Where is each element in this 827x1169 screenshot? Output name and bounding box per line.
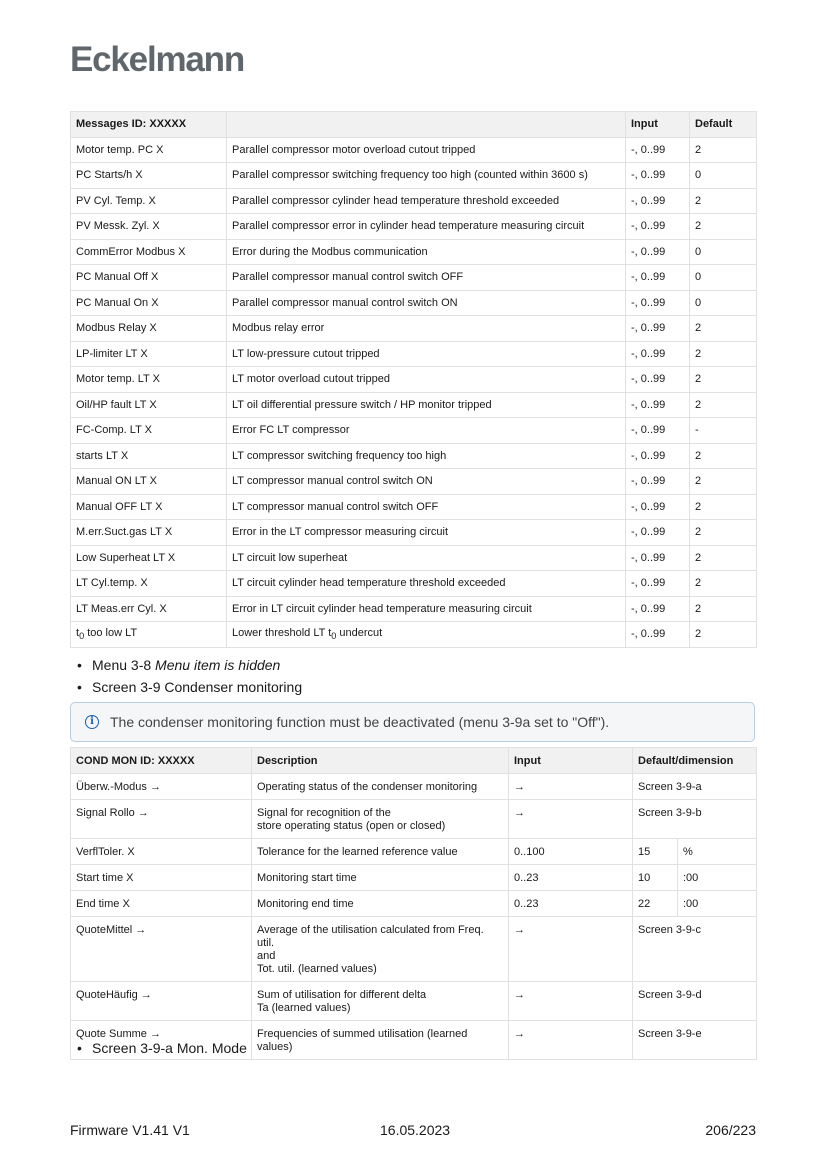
table-cell: 2: [690, 622, 757, 648]
table-cell: [252, 800, 509, 839]
table-cell: Signal Rollo →: [71, 800, 252, 839]
table-cell: -, 0..99: [626, 622, 690, 648]
table-cell: 0..100: [509, 839, 633, 865]
table-cell: -, 0..99: [626, 239, 690, 265]
table-cell: Manual OFF LT X: [71, 494, 227, 520]
cell-text: undercut: [336, 627, 383, 640]
table-cell: 2: [690, 316, 757, 342]
table-cell: 2: [690, 214, 757, 240]
table-cell: -, 0..99: [626, 316, 690, 342]
table-cell: 0..23: [509, 865, 633, 891]
table-cell: 2: [690, 367, 757, 393]
table-cell: Parallel compressor motor overload cutout tripped: [227, 137, 626, 163]
table-cell: -, 0..99: [626, 443, 690, 469]
table-cell: LT low-pressure cutout tripped: [227, 341, 626, 367]
table-row: [71, 596, 757, 622]
table-cell: -, 0..99: [626, 571, 690, 597]
cell-line: Ta (learned values): [257, 1002, 351, 1014]
column-header: Input: [509, 748, 633, 774]
list-item-text: Menu 3-8: [92, 657, 156, 673]
table-row: [71, 865, 757, 891]
table-cell: 2: [690, 596, 757, 622]
table-row: [71, 891, 757, 917]
table-cell: %: [678, 839, 757, 865]
table-row: [71, 214, 757, 240]
table-row: [71, 520, 757, 546]
table-cell: Parallel compressor manual control switch OFF: [227, 265, 626, 291]
table-cell: PC Starts/h X: [71, 163, 227, 189]
table-cell: LT circuit cylinder head temperature threshold exceeded: [227, 571, 626, 597]
table-cell: 0: [690, 239, 757, 265]
info-note: [70, 702, 755, 742]
table-cell: LP-limiter LT X: [71, 341, 227, 367]
cell-line: and: [257, 950, 276, 962]
table-row: [71, 239, 757, 265]
column-header: [227, 112, 626, 138]
table-cell: Screen 3-9-b: [633, 800, 757, 839]
table-cell: Monitoring start time: [252, 865, 509, 891]
table-cell: Parallel compressor switching frequency too high (counted within 3600 s): [227, 163, 626, 189]
table-cell: LT circuit low superheat: [227, 545, 626, 571]
table-cell: Monitoring end time: [252, 891, 509, 917]
table-row: [71, 571, 757, 597]
table-cell: LT compressor switching frequency too high: [227, 443, 626, 469]
column-header: Messages ID: XXXXX: [71, 112, 227, 138]
table-cell: LT oil differential pressure switch / HP monitor tripped: [227, 392, 626, 418]
list-item: [77, 676, 302, 698]
table-cell: -, 0..99: [626, 469, 690, 495]
list-item-text: Screen 3-9-a Mon. Mode: [92, 1040, 247, 1056]
messages-table-body: [71, 137, 757, 622]
table-cell: -, 0..99: [626, 290, 690, 316]
column-header: Description: [252, 748, 509, 774]
table-row: [71, 316, 757, 342]
table-cell: →: [509, 800, 633, 839]
table-cell: PC Manual Off X: [71, 265, 227, 291]
table-row: [71, 622, 757, 648]
table-cell: -, 0..99: [626, 137, 690, 163]
table-cell: 2: [690, 469, 757, 495]
table-row: [71, 188, 757, 214]
table-cell: →: [509, 1021, 633, 1060]
table-cell: →: [509, 917, 633, 982]
table-header-row: [71, 112, 757, 138]
table-cell: Error in LT circuit cylinder head temperature measuring circuit: [227, 596, 626, 622]
table-row: [71, 800, 757, 839]
table-cell: starts LT X: [71, 443, 227, 469]
column-header: Default/dimension: [633, 748, 757, 774]
table-cell: 2: [690, 520, 757, 546]
list-item-text: Screen 3-9 Condenser monitoring: [92, 679, 303, 695]
table-cell: LT Meas.err Cyl. X: [71, 596, 227, 622]
cell-text: t: [76, 627, 80, 640]
table-cell: [252, 917, 509, 982]
table-cell: 2: [690, 137, 757, 163]
table-cell: End time X: [71, 891, 252, 917]
table-cell: 2: [690, 188, 757, 214]
table-cell: Frequencies of summed utilisation (learned values): [252, 1021, 509, 1060]
table-cell: -, 0..99: [626, 214, 690, 240]
table-cell: →: [509, 982, 633, 1021]
table-cell: 2: [690, 341, 757, 367]
footer-date: 16.05.2023: [380, 1122, 451, 1138]
table-cell: LT compressor manual control switch ON: [227, 469, 626, 495]
column-header: Input: [626, 112, 690, 138]
table-cell: Screen 3-9-e: [633, 1021, 757, 1060]
table-cell: [252, 982, 509, 1021]
table-cell: -, 0..99: [626, 520, 690, 546]
table-row: [71, 367, 757, 393]
list-item-italic: Menu item is hidden: [155, 657, 281, 673]
table-row: [71, 917, 757, 982]
note-text: The condenser monitoring function must be deactivated (menu 3-9a set to "Off").: [110, 714, 610, 730]
messages-table: [70, 111, 757, 648]
table-row: [71, 839, 757, 865]
table-cell: Parallel compressor error in cylinder head temperature measuring circuit: [227, 214, 626, 240]
table-cell: 0..23: [509, 891, 633, 917]
table-row: [71, 545, 757, 571]
bullet-list: [77, 654, 302, 698]
eckelmann-logo: Eckelmann: [70, 40, 245, 79]
table-cell: Screen 3-9-d: [633, 982, 757, 1021]
table-cell: Motor temp. LT X: [71, 367, 227, 393]
table-cell: 0: [690, 163, 757, 189]
table-row: [71, 418, 757, 444]
table-row: [71, 163, 757, 189]
table-cell: FC-Comp. LT X: [71, 418, 227, 444]
table-cell: :00: [678, 865, 757, 891]
table-row: [71, 982, 757, 1021]
footer-firmware: Firmware V1.41 V1: [70, 1122, 190, 1138]
table-row: [71, 774, 757, 800]
table-cell: LT compressor manual control switch OFF: [227, 494, 626, 520]
table-cell: Modbus relay error: [227, 316, 626, 342]
list-item: [77, 1037, 247, 1059]
table-cell: Tolerance for the learned reference value: [252, 839, 509, 865]
table-cell: -, 0..99: [626, 596, 690, 622]
table-cell: PC Manual On X: [71, 290, 227, 316]
table-cell: QuoteHäufig →: [71, 982, 252, 1021]
table-cell: Motor temp. PC X: [71, 137, 227, 163]
table-cell: Screen 3-9-a: [633, 774, 757, 800]
table-cell: CommError Modbus X: [71, 239, 227, 265]
table-cell: Oil/HP fault LT X: [71, 392, 227, 418]
table-cell: Quote Summe →: [71, 1021, 252, 1060]
info-icon: i: [85, 715, 99, 729]
table-cell: -, 0..99: [626, 494, 690, 520]
table-cell: 10: [633, 865, 678, 891]
table-cell: 22: [633, 891, 678, 917]
cell-text: too low LT: [84, 627, 138, 640]
table-cell: 2: [690, 494, 757, 520]
table-cell: -, 0..99: [626, 188, 690, 214]
table-cell: -, 0..99: [626, 341, 690, 367]
bullet-list: [77, 1037, 247, 1059]
cell-line: Tot. util. (learned values): [257, 963, 377, 975]
table-cell: -, 0..99: [626, 265, 690, 291]
table-row: [71, 443, 757, 469]
table-cell: PV Messk. Zyl. X: [71, 214, 227, 240]
table-cell: →: [509, 774, 633, 800]
subscript: 0: [331, 631, 337, 642]
table-cell: :00: [678, 891, 757, 917]
table-cell: 15: [633, 839, 678, 865]
column-header: Default: [690, 112, 757, 138]
table-row: [71, 469, 757, 495]
cell-text: Lower threshold LT t: [232, 627, 332, 640]
table-row: [71, 137, 757, 163]
table-cell: QuoteMittel →: [71, 917, 252, 982]
table-cell: Error FC LT compressor: [227, 418, 626, 444]
table-cell: Low Superheat LT X: [71, 545, 227, 571]
table-cell: -, 0..99: [626, 163, 690, 189]
table-cell: LT Cyl.temp. X: [71, 571, 227, 597]
list-item: [77, 654, 302, 676]
table-row: [71, 392, 757, 418]
table-row: [71, 494, 757, 520]
table-cell: Parallel compressor cylinder head temperature threshold exceeded: [227, 188, 626, 214]
table-cell: -, 0..99: [626, 367, 690, 393]
table-cell: M.err.Suct.gas LT X: [71, 520, 227, 546]
footer-page-number: 206/223: [705, 1122, 756, 1138]
table-cell: 2: [690, 545, 757, 571]
cell-line: Signal for recognition of the: [257, 807, 391, 819]
table-cell: 2: [690, 571, 757, 597]
cell-line: store operating status (open or closed): [257, 820, 446, 832]
table-cell: LT motor overload cutout tripped: [227, 367, 626, 393]
table-cell: Start time X: [71, 865, 252, 891]
table-cell: -, 0..99: [626, 545, 690, 571]
table-cell: 0: [690, 290, 757, 316]
column-header: COND MON ID: XXXXX: [71, 748, 252, 774]
table-cell: Operating status of the condenser monitoring: [252, 774, 509, 800]
table-cell: -, 0..99: [626, 392, 690, 418]
table-cell: 0: [690, 265, 757, 291]
table-cell: -, 0..99: [626, 418, 690, 444]
table-cell: -: [690, 418, 757, 444]
table-cell: 2: [690, 443, 757, 469]
table-cell: Error in the LT compressor measuring circuit: [227, 520, 626, 546]
table-cell: [71, 622, 227, 648]
table-row: [71, 265, 757, 291]
table-cell: Parallel compressor manual control switch ON: [227, 290, 626, 316]
table-cell: Überw.-Modus →: [71, 774, 252, 800]
table-header-row: [71, 748, 757, 774]
table-cell: Screen 3-9-c: [633, 917, 757, 982]
cell-line: Sum of utilisation for different delta: [257, 989, 427, 1001]
table-cell: [227, 622, 626, 648]
table-cell: Error during the Modbus communication: [227, 239, 626, 265]
table-row: [71, 290, 757, 316]
table-row: [71, 341, 757, 367]
condenser-monitoring-table: [70, 747, 757, 1060]
table-cell: PV Cyl. Temp. X: [71, 188, 227, 214]
table-cell: Manual ON LT X: [71, 469, 227, 495]
cell-line: Average of the utilisation calculated from Freq. util.: [257, 924, 484, 949]
table-cell: VerflToler. X: [71, 839, 252, 865]
table-cell: Modbus Relay X: [71, 316, 227, 342]
subscript: 0: [79, 631, 85, 642]
table-cell: 2: [690, 392, 757, 418]
